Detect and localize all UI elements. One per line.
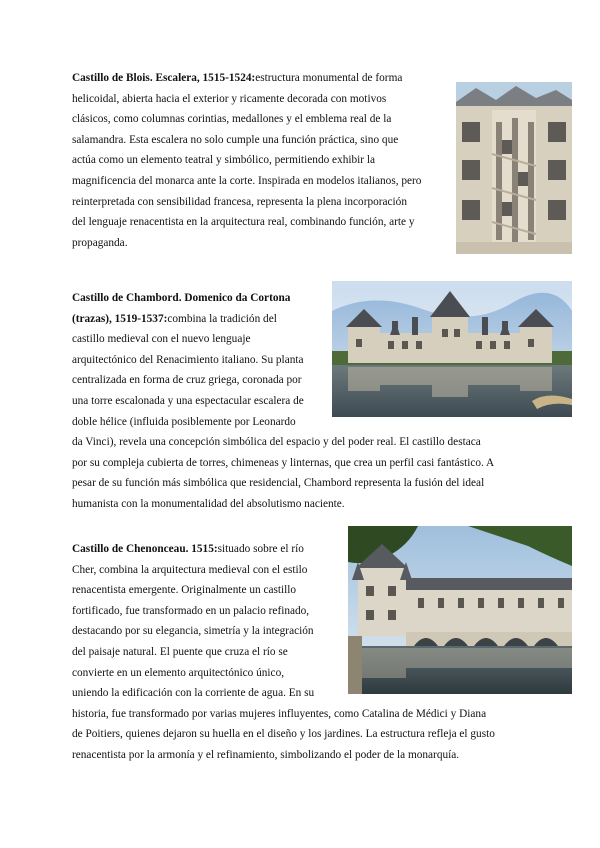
chambord-line-9: humanista con la monumentalidad del absolutismo naciente. <box>72 497 345 510</box>
chambord-line-0: (trazas), 1519-1537:combina la tradición del <box>72 312 277 325</box>
blois-line-5: magnificencia del monarca ante la corte. Inspirada en modelos italianos, pero <box>72 174 422 187</box>
chenonceau-line-3: fortificado, fue transformado en un palacio refinado, <box>72 604 310 617</box>
chambord-title-dates: (trazas), 1519-1537: <box>72 312 168 325</box>
chenonceau-line-7: uniendo la edificación con la corriente de agua. En su <box>72 687 315 700</box>
chambord-line-8: pesar de su función más simbólica que residencial, Chambord representa la fusión del ideal <box>72 477 485 490</box>
chenonceau-line-5: del paisaje natural. El puente que cruza el río se <box>72 645 288 658</box>
chambord-photo <box>332 281 572 417</box>
chenonceau-line-2: renacentista emergente. Originalmente un castillo <box>72 584 297 597</box>
chenonceau-line-9: de Poitiers, quienes dejaron su huella en el diseño y los jardines. La estructura refleja el gusto <box>72 728 495 741</box>
chenonceau-title: Castillo de Chenonceau. 1515: <box>72 543 218 555</box>
blois-paragraph <box>72 68 452 253</box>
blois-line-6: reinterpretada con sensibilidad francesa, representa la plena incorporación <box>72 195 407 208</box>
chenonceau-line-1: Cher, combina la arquitectura medieval con el estilo <box>72 563 308 576</box>
chambord-line-1: castillo medieval con el nuevo lenguaje <box>72 333 251 346</box>
chenonceau-line-0: Castillo de Chenonceau. 1515:situado sobre el río <box>72 543 304 555</box>
blois-line-1: helicoidal, abierta hacia el exterior y ricamente decorada con motivos <box>72 92 387 105</box>
chambord-line-6: da Vinci), revela una concepción simbólica del espacio y del poder real. El castillo destaca <box>72 436 481 449</box>
blois-title: Castillo de Blois. Escalera, 1515-1524: <box>72 72 256 84</box>
chambord-line-3: centralizada en forma de cruz griega, coronada por <box>72 374 302 387</box>
blois-staircase-photo <box>456 82 572 254</box>
chambord-line-4: una torre escalonada y una espectacular escalera de <box>72 394 304 407</box>
chenonceau-line-10: renacentista por la armonía y el refinamiento, simbolizando el poder de la monarquía. <box>72 748 460 761</box>
blois-line-0: Castillo de Blois. Escalera, 1515-1524:estructura monumental de forma <box>72 72 403 84</box>
chambord-line-2: arquitectónico del Renacimiento italiano. Su planta <box>72 353 304 366</box>
blois-line-7: del lenguaje renacentista en la arquitectura real, combinando función, arte y <box>72 216 415 229</box>
chenonceau-line-6: convierte en un elemento arquitectónico único, <box>72 666 285 679</box>
blois-line-4: actúa como un elemento teatral y simbólico, permitiendo exhibir la <box>72 154 376 167</box>
chambord-line-7: por su compleja cubierta de torres, chimeneas y linternas, que crea un perfil casi fantástico. A <box>72 456 495 469</box>
chenonceau-line-4: destacando por su elegancia, simetría y la integración <box>72 625 314 638</box>
chenonceau-line-8: historia, fue transformado por varias mujeres influyentes, como Catalina de Médici y Diana <box>72 707 487 720</box>
blois-line-3: salamandra. Esta escalera no solo cumple una función práctica, sino que <box>72 133 399 146</box>
blois-line-2: clásicos, como columnas corintias, medallones y el emblema real de la <box>72 113 392 126</box>
chambord-title: Castillo de Chambord. Domenico da Cortona <box>72 292 291 304</box>
chambord-line-5: doble hélice (influida posiblemente por Leonardo <box>72 415 296 428</box>
blois-line-8: propaganda. <box>72 236 128 249</box>
chenonceau-photo <box>348 526 572 694</box>
